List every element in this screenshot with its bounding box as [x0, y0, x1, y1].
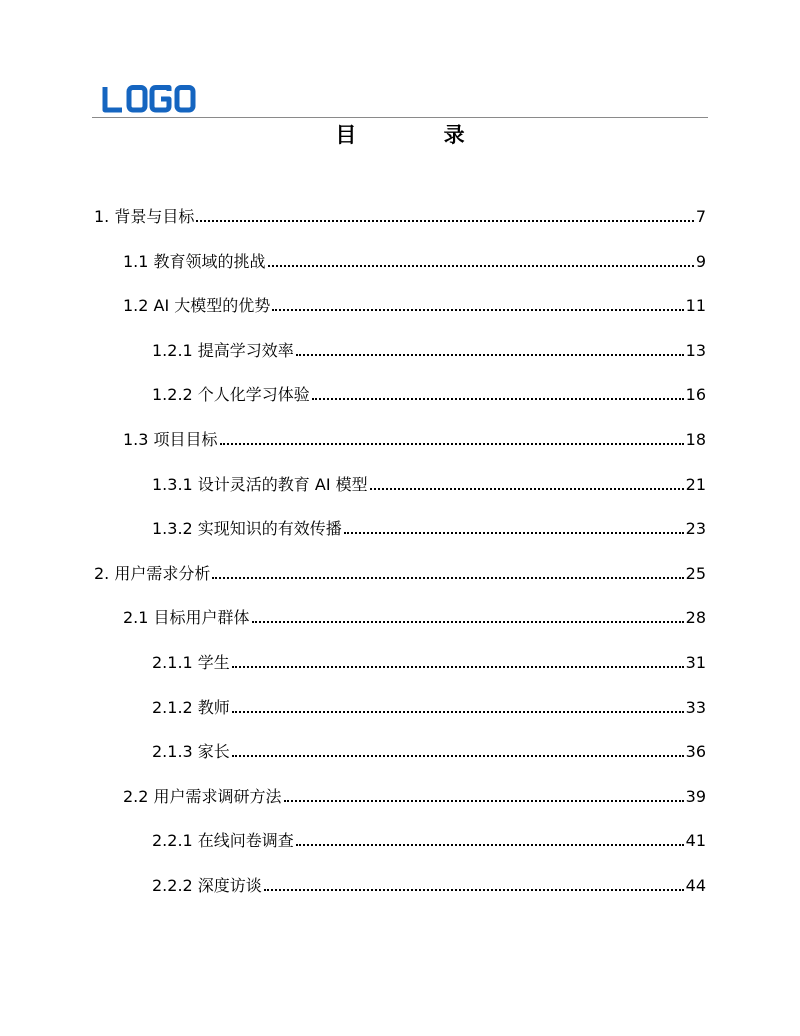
toc-title: 目 录 [335, 123, 505, 147]
toc-entry[interactable] [152, 337, 706, 361]
toc-entry[interactable] [152, 827, 706, 851]
toc-page-number: 11 [685, 296, 706, 315]
toc-page-number: 44 [685, 876, 706, 895]
toc-dot-leader [268, 265, 694, 267]
header-rule [92, 117, 708, 118]
toc-dot-leader [312, 398, 684, 400]
toc-dot-leader [370, 488, 684, 490]
toc-page-number: 28 [685, 608, 706, 627]
toc-page-number: 9 [695, 252, 706, 271]
toc-dot-leader [264, 889, 684, 891]
toc-page-number: 39 [685, 787, 706, 806]
toc-entry[interactable] [123, 426, 706, 450]
toc-entry[interactable] [152, 515, 706, 539]
toc-entry[interactable] [94, 203, 706, 227]
toc-page-number: 18 [685, 430, 706, 449]
toc-entry[interactable] [152, 381, 706, 405]
toc-entry[interactable] [152, 738, 706, 762]
toc-page-number: 21 [685, 475, 706, 494]
toc-dot-leader [296, 354, 684, 356]
toc-dot-leader [220, 443, 684, 445]
toc-entry-text: 2.1 目标用户群体 [123, 608, 250, 627]
toc-entry[interactable] [123, 292, 706, 316]
toc-entry[interactable] [123, 783, 706, 807]
toc-entry-text: 2.2.1 在线问卷调查 [152, 831, 294, 850]
logo-glyphs [105, 87, 193, 110]
toc-entry[interactable] [123, 248, 706, 272]
toc-page-number: 33 [685, 698, 706, 717]
toc-entry[interactable] [152, 872, 706, 896]
toc-entry-text: 1.2.1 提高学习效率 [152, 341, 294, 360]
toc-page-number: 36 [685, 742, 706, 761]
toc-entry-text: 2.2 用户需求调研方法 [123, 787, 282, 806]
toc-entry-text: 2.1.2 教师 [152, 698, 230, 717]
toc-dot-leader [232, 755, 684, 757]
toc-dot-leader [212, 577, 683, 579]
toc-entry-text: 1.3.1 设计灵活的教育 AI 模型 [152, 475, 368, 494]
toc-page-number: 16 [685, 385, 706, 404]
toc-entry-text: 2.1.3 家长 [152, 742, 230, 761]
toc-entry[interactable] [152, 471, 706, 495]
toc-entry-text: 2. 用户需求分析 [94, 564, 211, 583]
toc-dot-leader [344, 532, 684, 534]
toc-dot-leader [232, 711, 684, 713]
toc-dot-leader [296, 844, 684, 846]
toc-page-number: 41 [685, 831, 706, 850]
toc-page-number: 7 [695, 207, 706, 226]
toc-entry[interactable] [152, 649, 706, 673]
toc-page-number: 25 [685, 564, 706, 583]
toc-dot-leader [272, 309, 683, 311]
toc-dot-leader [284, 800, 684, 802]
toc-entry-text: 1.2.2 个人化学习体验 [152, 385, 310, 404]
toc-page-number: 23 [685, 519, 706, 538]
toc-entry-text: 2.1.1 学生 [152, 653, 230, 672]
toc-entry-text: 1. 背景与目标 [94, 207, 195, 226]
toc-dot-leader [196, 220, 693, 222]
toc-page-number: 31 [685, 653, 706, 672]
toc-entry-text: 1.3.2 实现知识的有效传播 [152, 519, 342, 538]
toc-dot-leader [252, 621, 684, 623]
toc-page-number: 13 [685, 341, 706, 360]
logo [101, 84, 201, 114]
toc-entry-text: 2.2.2 深度访谈 [152, 876, 262, 895]
toc-entry-text: 1.3 项目目标 [123, 430, 218, 449]
toc-entry[interactable] [123, 604, 706, 628]
toc-entry-text: 1.1 教育领域的挑战 [123, 252, 266, 271]
toc-entry[interactable] [152, 694, 706, 718]
toc-entry-text: 1.2 AI 大模型的优势 [123, 296, 271, 315]
toc-entry[interactable] [94, 560, 706, 584]
toc-dot-leader [232, 666, 684, 668]
